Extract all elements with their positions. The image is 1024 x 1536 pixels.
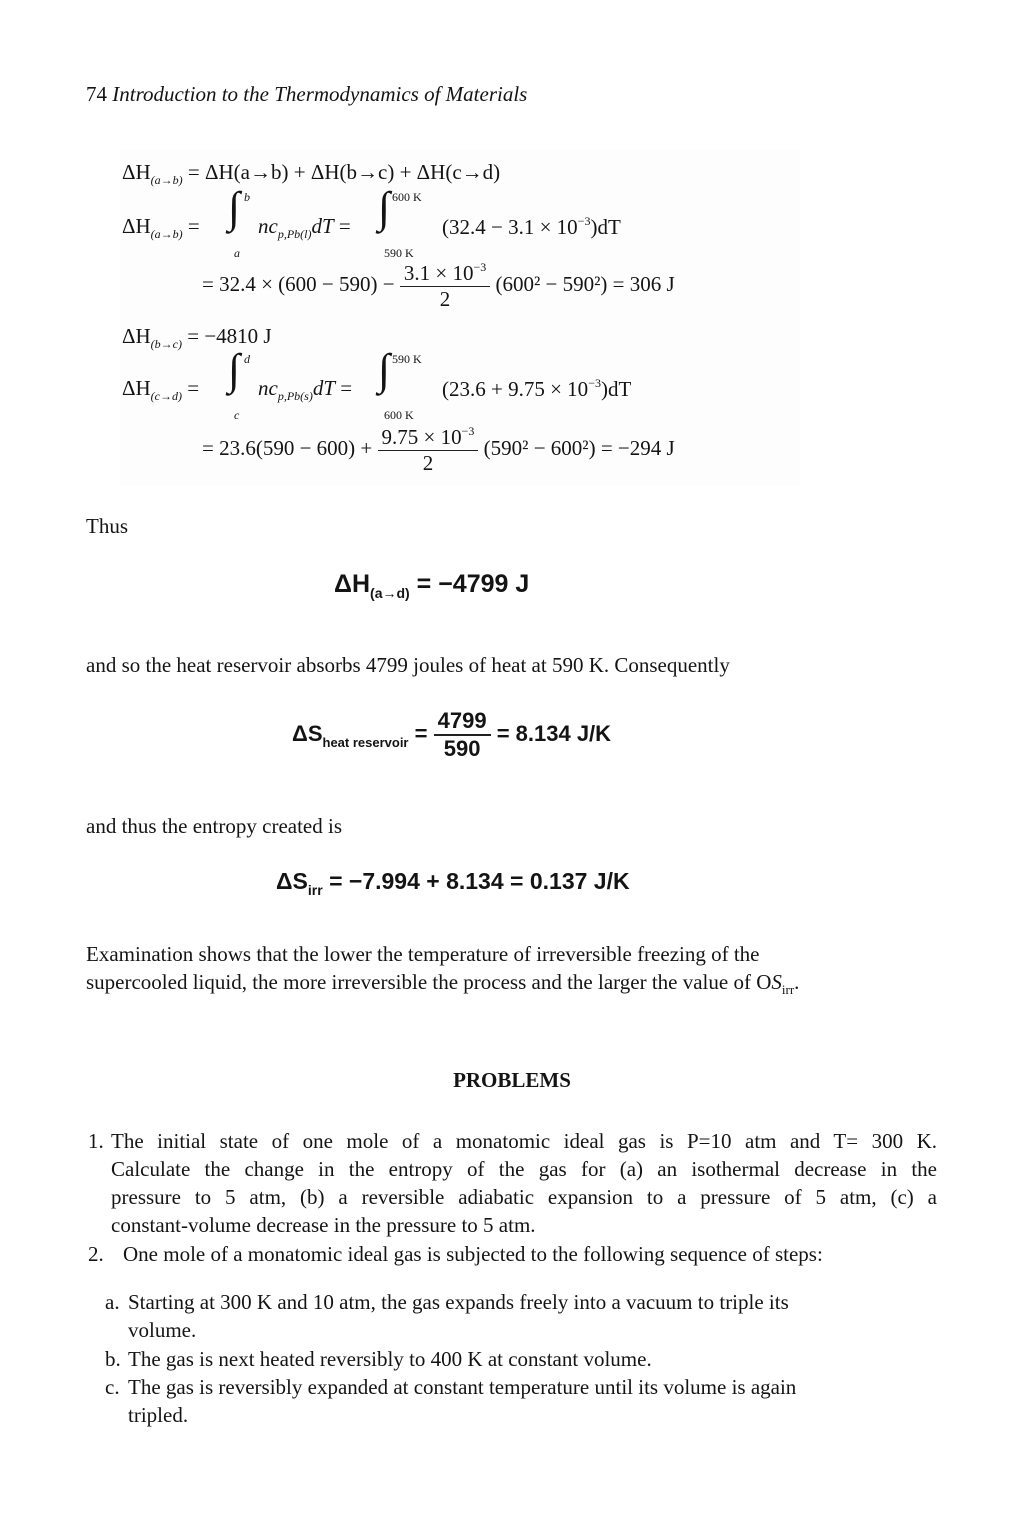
step-text: The gas is next heated reversibly to 400 K at constant volume. xyxy=(128,1347,652,1371)
integral-sign: ∫ xyxy=(228,183,241,232)
thus-text: Thus xyxy=(86,514,128,538)
fraction: $\frac{3.1 \times 10^{-3}}{2}$ xyxy=(400,260,490,312)
fraction: $\frac{9.75 \times 10^{-3}}{2}$ xyxy=(378,424,479,476)
eq-line-2: $\Delta H_{(a\to b)}$ = ∫ b a $nc_{p,Pb(l)}dT$ = ∫ 600 K 590 K $(32.4 - 3.1 \times 10^{-3})dT$ xyxy=(122,183,621,260)
eq-reservoir-entropy: $\Delta S_{heat reservoir}$ = $\frac{4799}{590}$ = 8.134 J/K xyxy=(292,708,612,761)
problem-2-number: 2. xyxy=(88,1242,104,1266)
problem-1-line: The initial state of one mole of a monatomic ideal gas is P=10 atm and T= 300 K. xyxy=(111,1129,937,1153)
problem-1-line: pressure to 5 atm, (b) a reversible adiabatic expansion to a pressure of 5 atm, (c) a xyxy=(111,1185,937,1209)
book-title: Introduction to the Thermodynamics of Materials xyxy=(112,82,528,106)
integral-sign: ∫ xyxy=(228,345,241,394)
step-text: Starting at 300 K and 10 atm, the gas expands freely into a vacuum to triple its xyxy=(128,1290,789,1314)
problem-1-line: constant-volume decrease in the pressure to 5 atm. xyxy=(111,1213,536,1237)
step-label: a. xyxy=(105,1290,120,1314)
paragraph-entropy-created: and thus the entropy created is xyxy=(86,814,342,838)
eq-line-5: $\Delta H_{(c\to d)}$ = ∫ d c $nc_{p,Pb(s)}dT$ = ∫ 590 K 600 K $(23.6 + 9.75 \times 10^{-3})dT$ xyxy=(122,345,632,422)
step-text: volume. xyxy=(128,1318,197,1342)
equation-block xyxy=(120,150,800,486)
problem-1-number: 1. xyxy=(88,1129,104,1153)
problems-heading: PROBLEMS xyxy=(453,1068,571,1092)
step-text: tripled. xyxy=(128,1403,189,1427)
page-number: 74 xyxy=(86,82,107,106)
problem-1-line: Calculate the change in the entropy of the gas for (a) an isothermal decrease in the xyxy=(111,1157,937,1181)
problem-2-text: One mole of a monatomic ideal gas is subjected to the following sequence of steps: xyxy=(123,1242,823,1266)
paragraph-heat-reservoir: and so the heat reservoir absorbs 4799 joules of heat at 590 K. Consequently xyxy=(86,653,730,677)
eq-line-3: = 32.4 × (600 − 590) − $\frac{3.1 \times 10^{-3}}{2}$ (600² − 590²) = 306 J xyxy=(202,260,675,311)
step-label: c. xyxy=(105,1375,120,1399)
paragraph-examination-line2: supercooled liquid, the more irreversible the process and the larger the value of $OS_{irr}$. xyxy=(86,970,800,997)
paragraph-examination-line1: Examination shows that the lower the temperature of irreversible freezing of the xyxy=(86,942,760,966)
step-label: b. xyxy=(105,1347,121,1371)
integral-sign: ∫ xyxy=(378,183,391,232)
running-header xyxy=(86,80,527,108)
step-text: The gas is reversibly expanded at constant temperature until its volume is again xyxy=(128,1375,797,1399)
eq-line-4: $\Delta H_{(b\to c)} = -4810$ J xyxy=(122,324,272,351)
eq-total-enthalpy: $\Delta H_{(a\to d)} = -4799$ J xyxy=(334,570,530,601)
fraction: $\frac{4799}{590}$ xyxy=(434,708,491,762)
eq-line-1: $\Delta H_{(a\to b)} = \Delta H(a\to b) + \Delta H(b\to c) + \Delta H(c\to d)$ xyxy=(122,160,501,187)
eq-irreversible-entropy: $\Delta S_{irr} = -7.994 + 8.134 = 0.137$ J/K xyxy=(276,868,630,898)
eq-line-6: = 23.6(590 − 600) + $\frac{9.75 \times 10^{-3}}{2}$ (590² − 600²) = −294 J xyxy=(202,424,675,475)
integral-sign: ∫ xyxy=(378,345,391,394)
